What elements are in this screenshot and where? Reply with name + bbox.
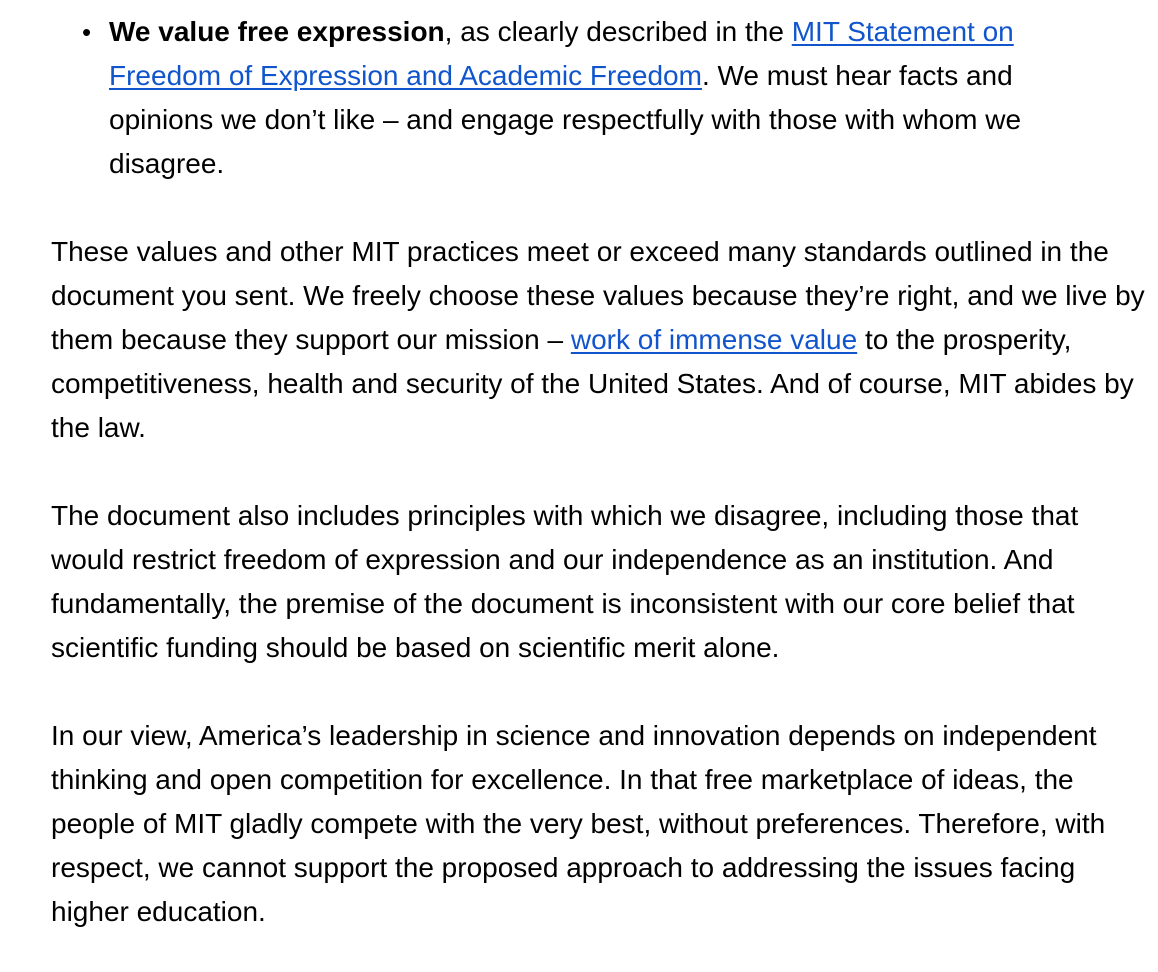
immense-value-link[interactable]: work of immense value <box>570 324 858 355</box>
values-bullet-list <box>82 10 1109 186</box>
bullet-text-after-link: . We must hear facts and opinions we don’t like – and engage respectfully with those with whom we disagree. <box>109 60 1022 179</box>
paragraph-conclusion: In our view, America’s leadership in science and innovation depends on independent thinking and open competition for excellence. In that free marketplace of ideas, the people of MIT gladly compete with the very best, without preferences. Therefore, with respect, we cannot support the proposed approach to addressing the issues facing higher education. <box>51 720 1106 927</box>
paragraph-values <box>51 230 1151 450</box>
paragraph-values-text-after-link: to the prosperity, competitiveness, health and security of the United States. And of course, MIT abides by the law. <box>51 324 1134 443</box>
bullet-bold-lead: We value free expression <box>109 16 445 47</box>
list-item-free-expression <box>82 10 1109 186</box>
bullet-text-before-link: , as clearly described in the <box>444 16 792 47</box>
mit-statement-link[interactable]: MIT Statement on Freedom of Expression and Academic Freedom <box>109 16 1014 91</box>
paragraph-values-text-before-link: These values and other MIT practices meet or exceed many standards outlined in the document you sent. We freely choose these values because they’re right, and we live by them because they support our mission – <box>51 236 1145 355</box>
paragraph-disagreement: The document also includes principles with which we disagree, including those that would restrict freedom of expression and our independence as an institution. And fundamentally, the premise of the document is inconsistent with our core belief that scientific funding should be based on scientific merit alone. <box>51 500 1079 663</box>
bullet-icon: • <box>82 17 92 47</box>
